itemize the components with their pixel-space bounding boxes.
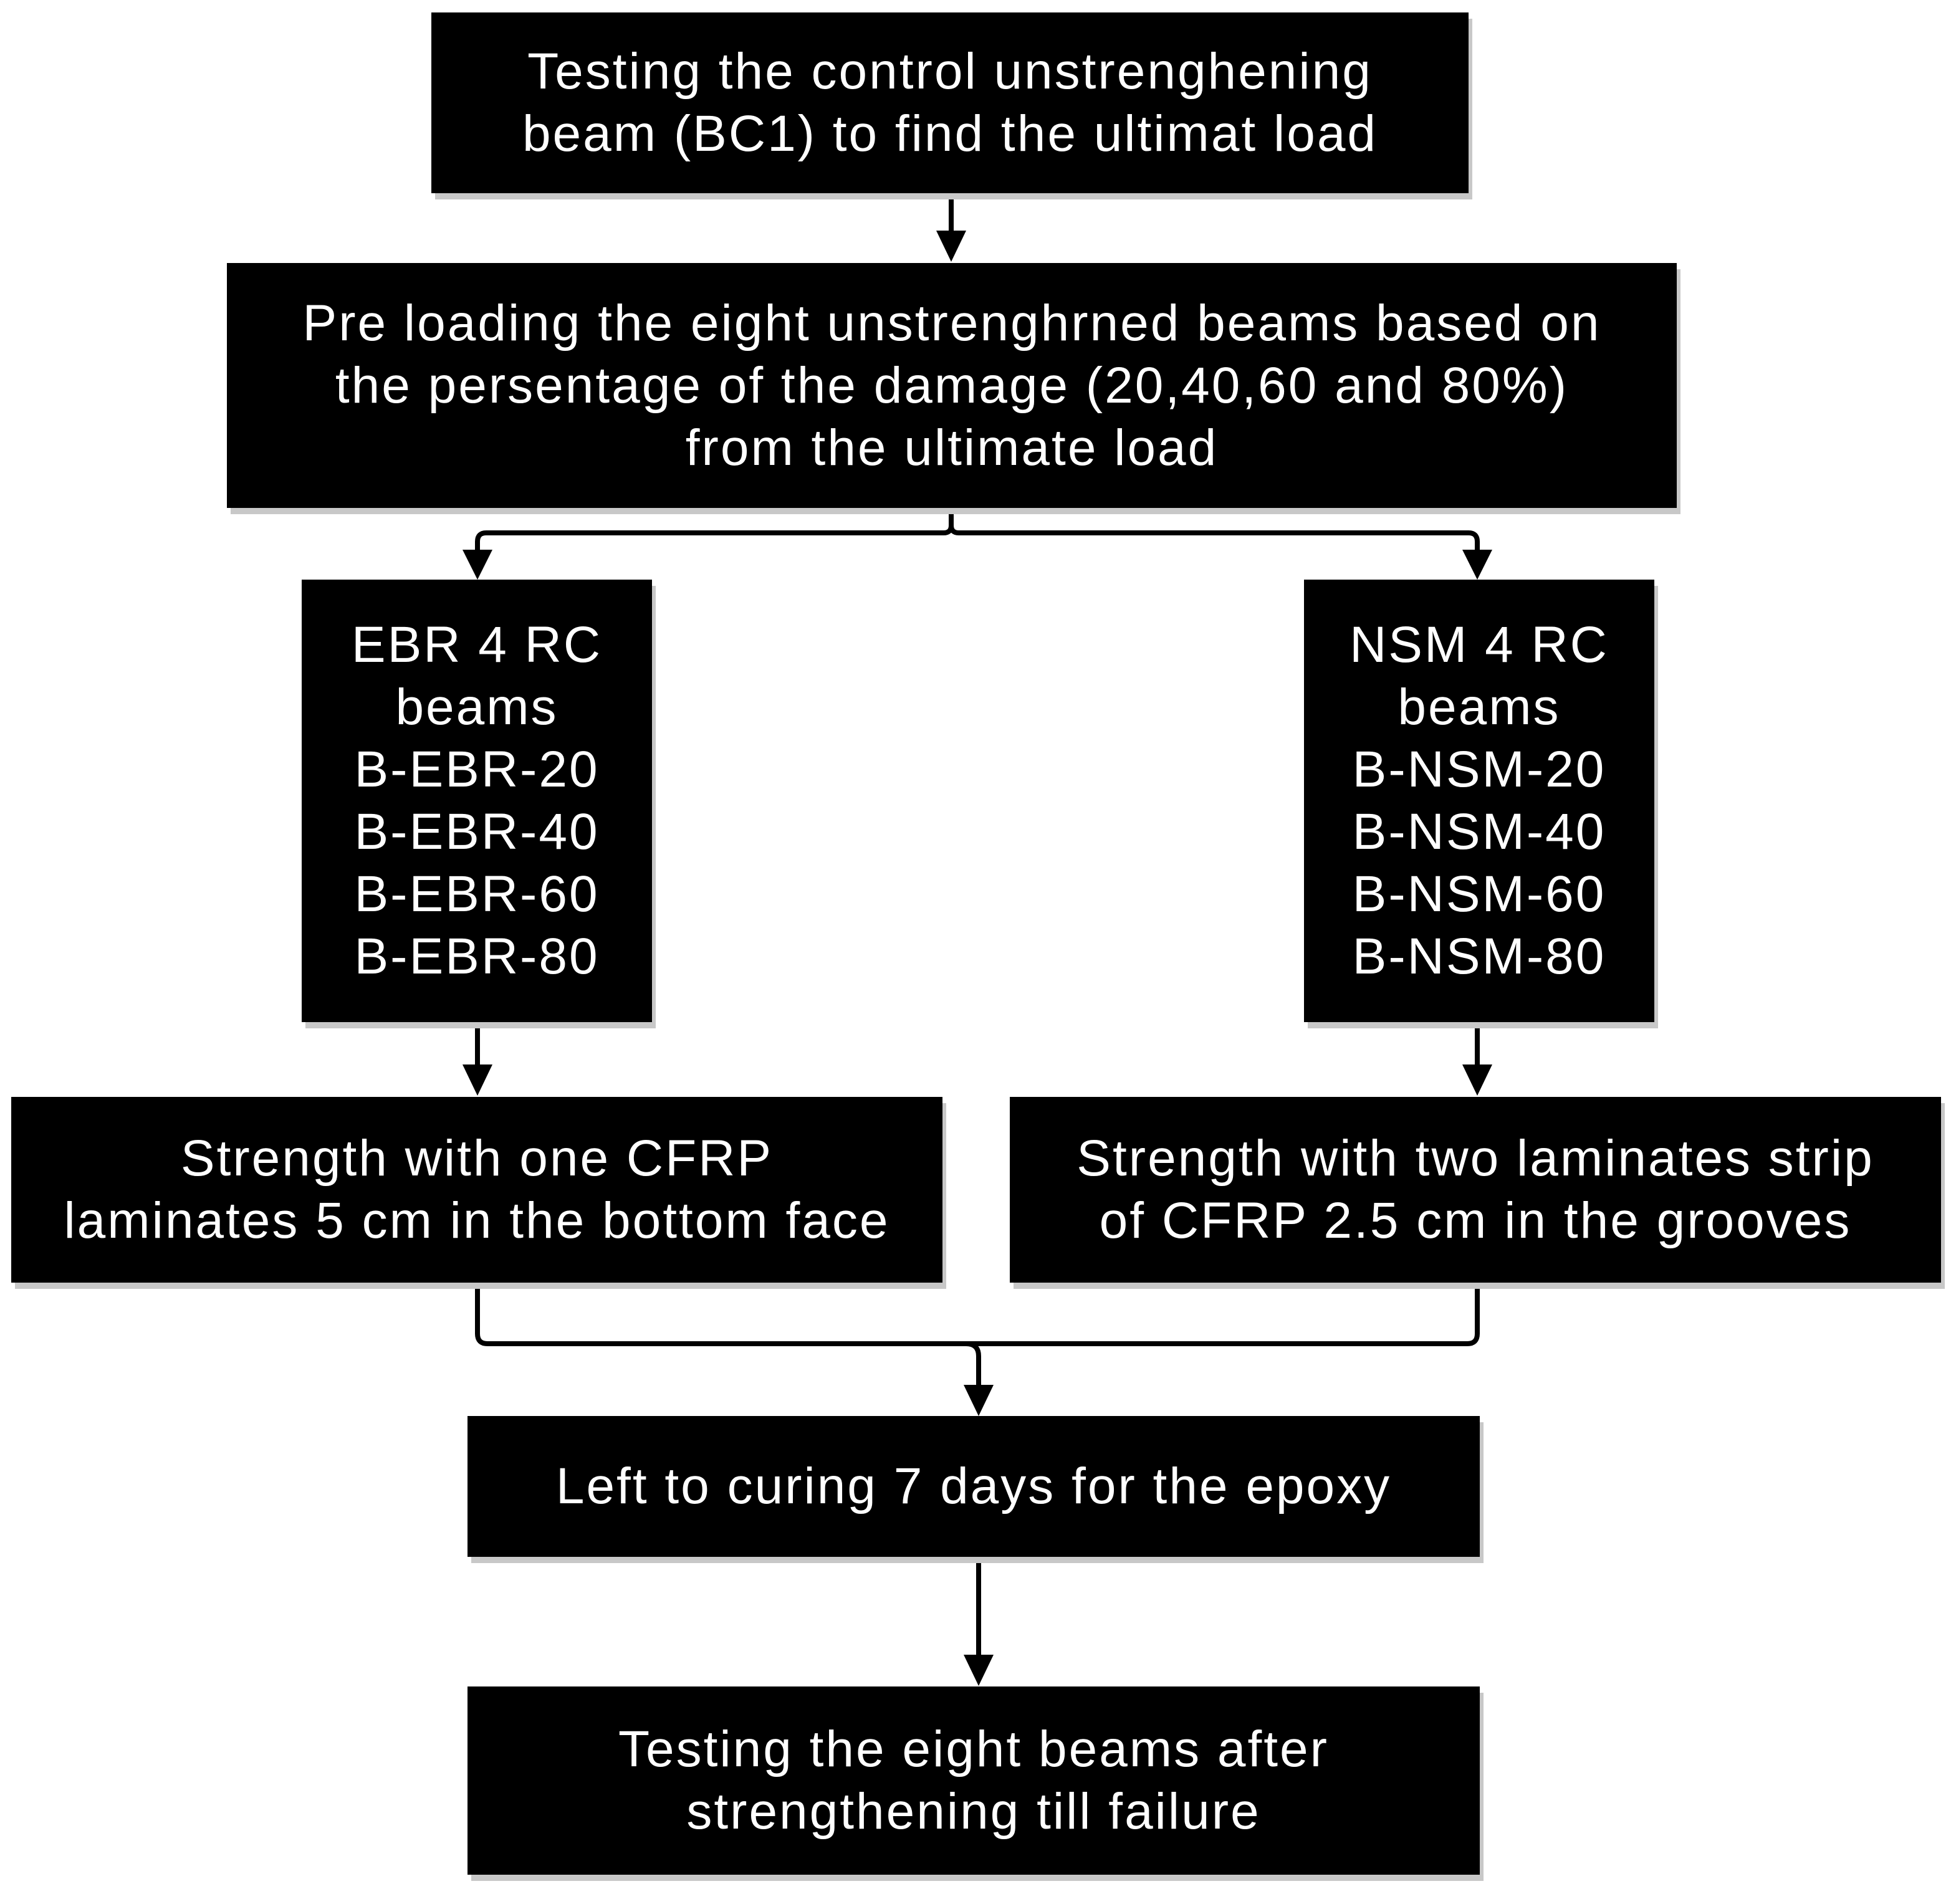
ebr-strengthening-box bbox=[11, 1097, 942, 1283]
branch-connector-preloading-right bbox=[951, 525, 1477, 555]
ebr-group-box bbox=[302, 580, 652, 1022]
arrowhead-merge-to-curing bbox=[964, 1385, 994, 1416]
nsm-group-text: NSM 4 RC beams B-NSM-20 B-NSM-40 B-NSM-60 B-NSM-80 bbox=[1350, 616, 1609, 985]
ebr-strengthening-text: Strength with one CFRP laminates 5 cm in the bottom face bbox=[64, 1130, 890, 1249]
nsm-group-box bbox=[1304, 580, 1654, 1022]
final-test-box bbox=[467, 1686, 1480, 1875]
curing-box bbox=[467, 1416, 1480, 1557]
merge-connector-strengthening bbox=[477, 1283, 1477, 1344]
merge-connector-down bbox=[966, 1344, 979, 1390]
arrowhead-preloading-to-nsm bbox=[1462, 550, 1492, 580]
control-test-box bbox=[431, 12, 1469, 193]
arrowhead-nsm-to-strengthening bbox=[1462, 1064, 1492, 1096]
arrowhead-control-to-preloading bbox=[936, 231, 966, 262]
arrowhead-curing-to-final bbox=[964, 1655, 994, 1686]
arrowhead-ebr-to-strengthening bbox=[463, 1064, 492, 1096]
curing-text: Left to curing 7 days for the epoxy bbox=[555, 1458, 1392, 1514]
preloading-box bbox=[227, 263, 1677, 508]
arrowhead-preloading-to-ebr bbox=[463, 550, 492, 580]
nsm-strengthening-box bbox=[1010, 1097, 1941, 1283]
final-test-text: Testing the eight beams after strengthening till failure bbox=[618, 1721, 1329, 1840]
nsm-strengthening-text: Strength with two laminates strip of CFRP 2.5 cm in the grooves bbox=[1076, 1130, 1874, 1249]
preloading-text: Pre loading the eight unstrenghrned beams based on the persentage of the damage (20,40,60 and 80%) from the ultimate load bbox=[302, 294, 1601, 476]
branch-connector-preloading bbox=[477, 508, 951, 555]
ebr-group-text: EBR 4 RC beams B-EBR-20 B-EBR-40 B-EBR-60 B-EBR-80 bbox=[351, 616, 603, 985]
control-test-text: Testing the control unstrenghening beam (BC1) to find the ultimat load bbox=[522, 43, 1378, 162]
